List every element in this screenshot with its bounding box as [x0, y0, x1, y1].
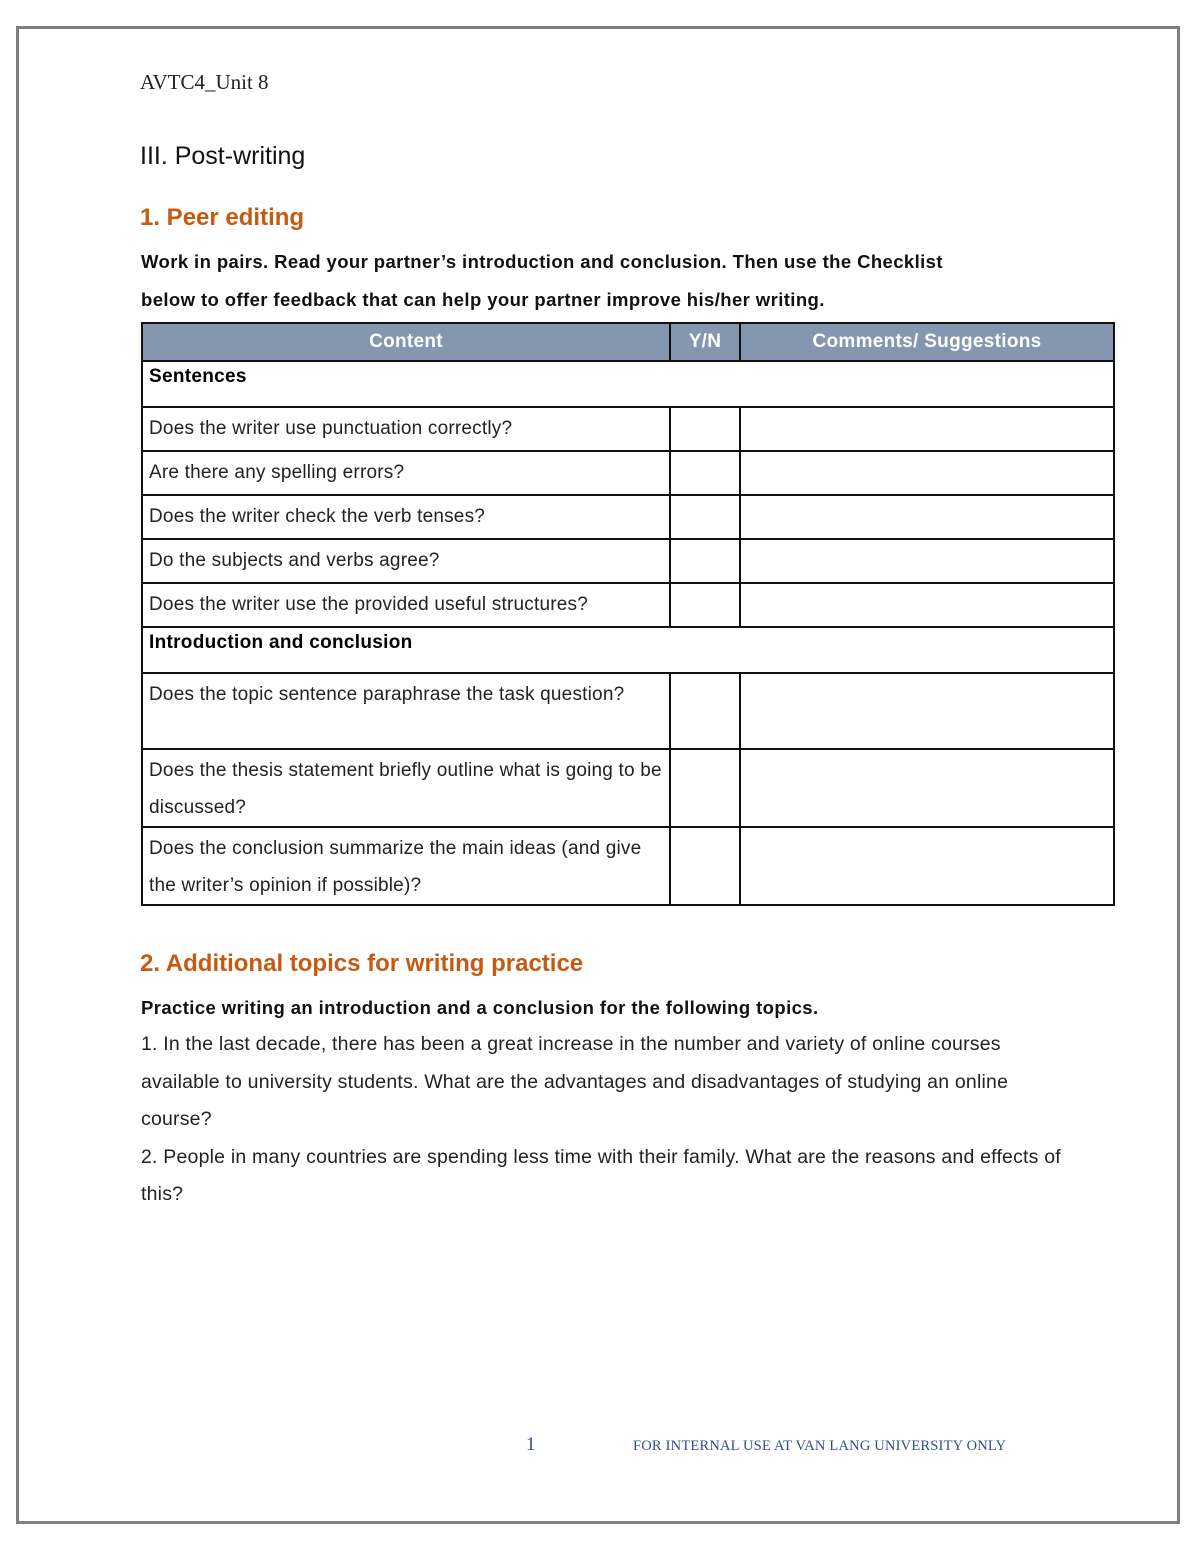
- yn-cell[interactable]: [670, 749, 740, 827]
- additional-topics-heading: 2. Additional topics for writing practice: [140, 950, 584, 977]
- question-cell: Does the writer use punctuation correctly?: [142, 407, 670, 451]
- footer-note: FOR INTERNAL USE AT VAN LANG UNIVERSITY ONLY: [633, 1438, 1007, 1454]
- comments-cell[interactable]: [740, 495, 1114, 539]
- yn-cell[interactable]: [670, 451, 740, 495]
- table-row: [142, 495, 1114, 539]
- question-cell: Do the subjects and verbs agree?: [142, 539, 670, 583]
- question-cell: Does the topic sentence paraphrase the task question?: [142, 673, 670, 749]
- comments-cell[interactable]: [740, 451, 1114, 495]
- question-cell: Does the conclusion summarize the main ideas (and give the writer’s opinion if possible)?: [142, 827, 670, 905]
- header-comments: Comments/ Suggestions: [740, 323, 1114, 361]
- comments-cell[interactable]: [740, 827, 1114, 905]
- table-row: [142, 749, 1114, 827]
- section-label-intro-conclusion: Introduction and conclusion: [142, 627, 1114, 673]
- header-title: AVTC4_Unit 8: [140, 70, 269, 94]
- comments-cell[interactable]: [740, 583, 1114, 627]
- yn-cell[interactable]: [670, 539, 740, 583]
- comments-cell[interactable]: [740, 673, 1114, 749]
- additional-topics-instruction: Practice writing an introduction and a conclusion for the following topics.: [141, 997, 819, 1018]
- list-item: 2. People in many countries are spending less time with their family. What are the reasons and effects of this?: [141, 1145, 1061, 1205]
- instruction-line-2: below to offer feedback that can help your partner improve his/her writing.: [141, 289, 825, 310]
- list-item: 1. In the last decade, there has been a great increase in the number and variety of online courses available to university students. What are the advantages and disadvantages of studying an online course?: [141, 1033, 1009, 1130]
- table-row: [142, 827, 1114, 905]
- table-header-row: [142, 323, 1114, 361]
- yn-cell[interactable]: [670, 407, 740, 451]
- yn-cell[interactable]: [670, 827, 740, 905]
- table-row: [142, 451, 1114, 495]
- question-cell: Does the thesis statement briefly outline what is going to be discussed?: [142, 749, 670, 827]
- question-cell: Does the writer check the verb tenses?: [142, 495, 670, 539]
- section-row-sentences: [142, 361, 1114, 407]
- yn-cell[interactable]: [670, 583, 740, 627]
- table-row: [142, 539, 1114, 583]
- section-row-intro-conclusion: [142, 627, 1114, 673]
- header-content: Content: [142, 323, 670, 361]
- topic-list: [141, 1026, 1061, 1214]
- instruction-line-1: Work in pairs. Read your partner’s introduction and conclusion. Then use the Checklist: [141, 251, 943, 272]
- comments-cell[interactable]: [740, 749, 1114, 827]
- yn-cell[interactable]: [670, 495, 740, 539]
- checklist-table: [141, 322, 1115, 906]
- table-row: [142, 407, 1114, 451]
- table-row: [142, 583, 1114, 627]
- yn-cell[interactable]: [670, 673, 740, 749]
- section-label-sentences: Sentences: [142, 361, 1114, 407]
- comments-cell[interactable]: [740, 539, 1114, 583]
- question-cell: Does the writer use the provided useful structures?: [142, 583, 670, 627]
- comments-cell[interactable]: [740, 407, 1114, 451]
- question-cell: Are there any spelling errors?: [142, 451, 670, 495]
- section-heading: III. Post-writing: [140, 142, 306, 170]
- header-yn: Y/N: [670, 323, 740, 361]
- peer-editing-instruction: [141, 243, 943, 319]
- peer-editing-heading: 1. Peer editing: [140, 204, 305, 231]
- table-row: [142, 673, 1114, 749]
- page-number: 1: [526, 1434, 536, 1455]
